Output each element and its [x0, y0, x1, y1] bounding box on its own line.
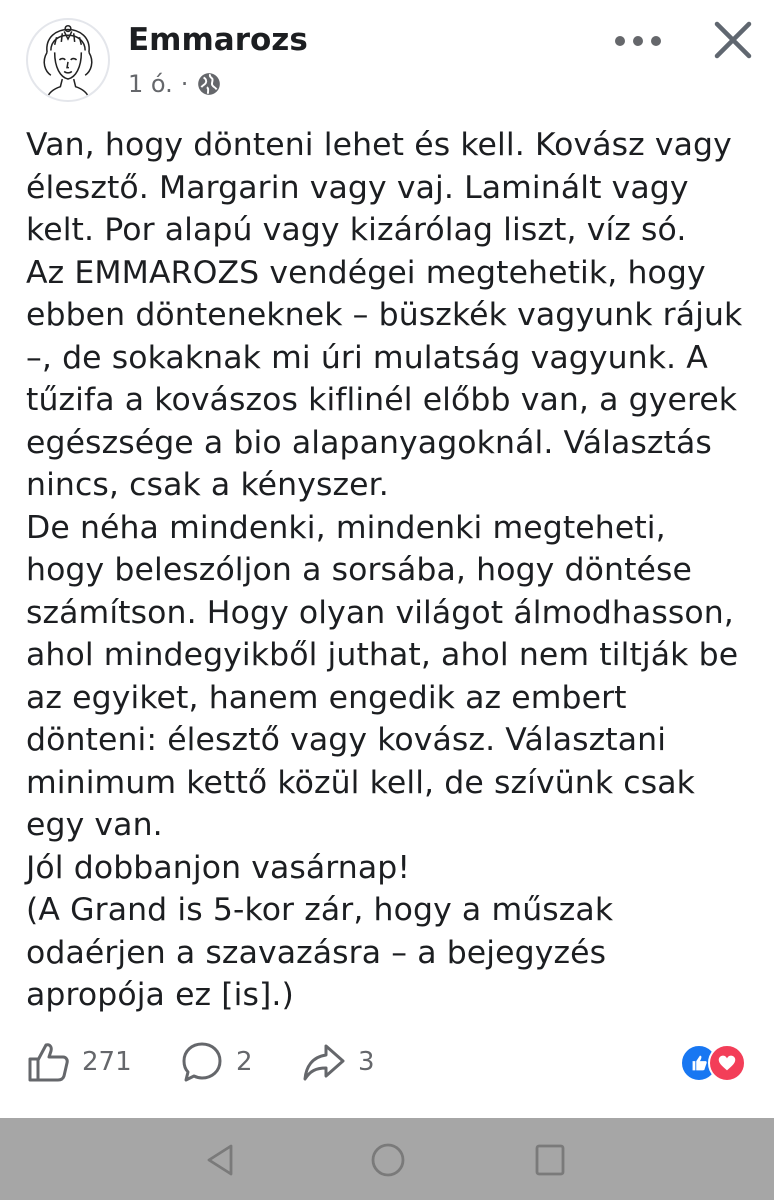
post-actions — [26, 1036, 756, 1092]
home-circle-icon — [369, 1141, 407, 1179]
close-icon — [713, 20, 753, 60]
emmarozs-logo-icon — [28, 20, 108, 100]
post-author[interactable]: Emmarozs — [128, 22, 308, 58]
comment-bubble-icon — [180, 1040, 224, 1084]
post-text-line: Az EMMAROZS vendégei megtehetik, hogy — [26, 254, 706, 291]
globe-icon[interactable] — [196, 71, 222, 97]
nav-home-button[interactable] — [368, 1140, 408, 1180]
post-text-line: dönteni: élesztő vagy kovász. Választani — [26, 722, 667, 758]
like-button[interactable] — [26, 1040, 132, 1084]
post-text-line: –, de sokaknak mi úri mulatság vagyunk. A — [26, 339, 708, 376]
meta-separator: · — [180, 70, 189, 98]
post-text-line: tűzifa a kovászos kiflinél előbb van, a gyerek — [26, 382, 738, 418]
avatar[interactable] — [26, 18, 110, 102]
post-text-line: számítson. Hogy olyan világot álmodhasson, — [26, 594, 734, 631]
post-text-line: egészsége a bio alapanyagoknál. Választás — [26, 424, 712, 461]
post-text-line: odaérjen a szavazásra – a bejegyzés — [26, 934, 607, 971]
share-button[interactable] — [302, 1040, 375, 1084]
post-text-line: ahol mindegyikből juthat, ahol nem tiltják be — [26, 637, 739, 673]
close-button[interactable] — [706, 16, 760, 64]
post-body — [26, 124, 756, 1017]
post-text-line: Van, hogy dönteni lehet és kell. Kovász vagy — [26, 127, 732, 163]
post-text-line: élesztő. Margarin vagy vaj. Laminált vagy — [26, 169, 689, 206]
post-text-line: hogy beleszóljon a sorsába, hogy döntése — [26, 552, 692, 588]
post-text-line: nincs, csak a kényszer. — [26, 467, 389, 503]
share-count: 3 — [358, 1047, 375, 1077]
post-text-line: kelt. Por alapú vagy kizárólag liszt, víz só. — [26, 212, 687, 248]
like-count: 271 — [82, 1047, 132, 1077]
nav-recent-apps-button[interactable] — [530, 1140, 570, 1180]
more-horizontal-icon — [614, 35, 662, 47]
post-text-line: minimum kettő közül kell, de szívünk csak — [26, 764, 695, 801]
thumbs-up-icon — [26, 1040, 70, 1084]
share-arrow-icon — [302, 1040, 346, 1084]
love-reaction-icon — [708, 1044, 746, 1082]
back-triangle-icon — [201, 1141, 239, 1179]
post-text-line: Jól dobbanjon vasárnap! — [26, 849, 411, 886]
post-text-line: az egyiket, hanem engedik az embert — [26, 679, 627, 716]
post-text-line: (A Grand is 5-kor zár, hogy a műszak — [26, 892, 614, 928]
recent-apps-icon — [531, 1141, 569, 1179]
system-navigation-bar — [0, 1118, 774, 1200]
comment-button[interactable] — [180, 1040, 253, 1084]
post-meta — [128, 70, 222, 98]
post-text-line: apropója ez [is].) — [26, 977, 294, 1013]
post-text-line: ebben dönteneknek – büszkék vagyunk rájuk — [26, 297, 743, 333]
post-text-line: egy van. — [26, 807, 163, 843]
more-options-button[interactable] — [608, 26, 668, 56]
post-text-line: De néha mindenki, mindenki megteheti, — [26, 509, 666, 546]
comment-count: 2 — [236, 1047, 253, 1077]
post-time[interactable]: 1 ó. — [128, 70, 173, 98]
reactions-summary[interactable] — [680, 1044, 750, 1082]
nav-back-button[interactable] — [200, 1140, 240, 1180]
